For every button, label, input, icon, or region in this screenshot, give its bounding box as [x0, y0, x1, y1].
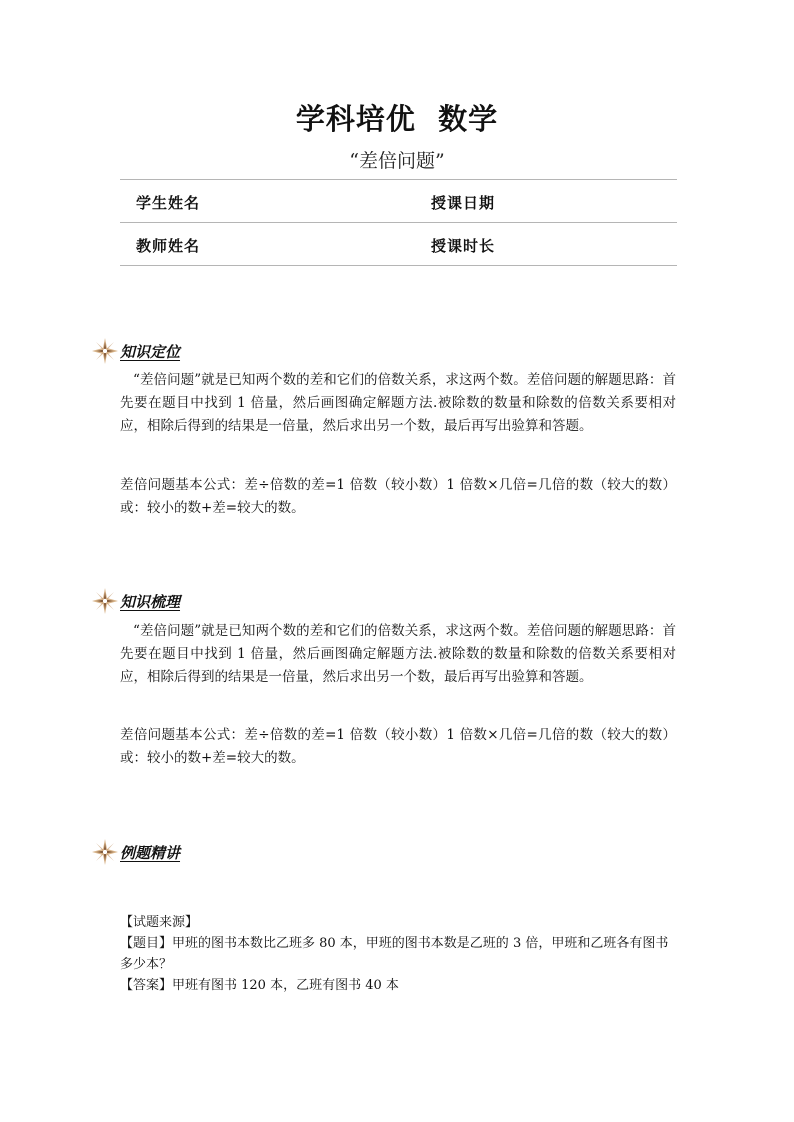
lesson-date-label: 授课日期: [431, 194, 496, 212]
section-formula: 差倍问题基本公式：差÷倍数的差=1 倍数（较小数）1 倍数×几倍=几倍的数（较大的数）或：较小的数+差=较大的数。: [120, 477, 676, 516]
section-heading-label: 知识梳理: [120, 592, 181, 611]
lesson-duration-label: 授课时长: [431, 237, 496, 255]
section-heading-label: 例题精讲: [120, 843, 181, 862]
section-heading-label: 知识定位: [120, 342, 181, 361]
info-row: [120, 180, 677, 223]
section-formula: 差倍问题基本公式：差÷倍数的差=1 倍数（较小数）1 倍数×几倍=几倍的数（较大的数）或：较小的数+差=较大的数。: [120, 727, 676, 766]
info-table: [120, 179, 677, 266]
example-answer: 【答案】甲班有图书 120 本，乙班有图书 40 本: [120, 978, 399, 993]
sparkle-icon: [92, 839, 118, 865]
section-paragraph: “差倍问题”就是已知两个数的差和它们的倍数关系，求这两个数。差倍问题的解题思路：首先要在题目中找到 1 倍量，然后画图确定解题方法.被除数的数量和除数的倍数关系要相对应，相除后得到的结果是一倍量，然后求出另一个数，最后再写出验算和答题。: [120, 372, 676, 434]
page-title: 学科培优 数学: [295, 102, 499, 136]
sparkle-icon: [92, 588, 118, 614]
section-heading-example: [92, 839, 180, 865]
section-paragraph: “差倍问题”就是已知两个数的差和它们的倍数关系，求这两个数。差倍问题的解题思路：首先要在题目中找到 1 倍量，然后画图确定解题方法.被除数的数量和除数的倍数关系要相对应，相除后得到的结果是一倍量，然后求出另一个数，最后再写出验算和答题。: [120, 623, 676, 685]
info-row: [120, 223, 677, 266]
teacher-name-label: 教师姓名: [136, 237, 201, 255]
example-source: 【试题来源】: [120, 915, 199, 930]
section-heading-knowledge-position: [92, 338, 180, 364]
sparkle-icon: [92, 338, 118, 364]
example-question: 【题目】甲班的图书本数比乙班多 80 本，甲班的图书本数是乙班的 3 倍，甲班和乙班各有图书多少本？: [120, 936, 669, 972]
student-name-label: 学生姓名: [136, 194, 201, 212]
section-heading-knowledge-review: [92, 588, 180, 614]
page-subtitle: “差倍问题”: [349, 150, 445, 172]
